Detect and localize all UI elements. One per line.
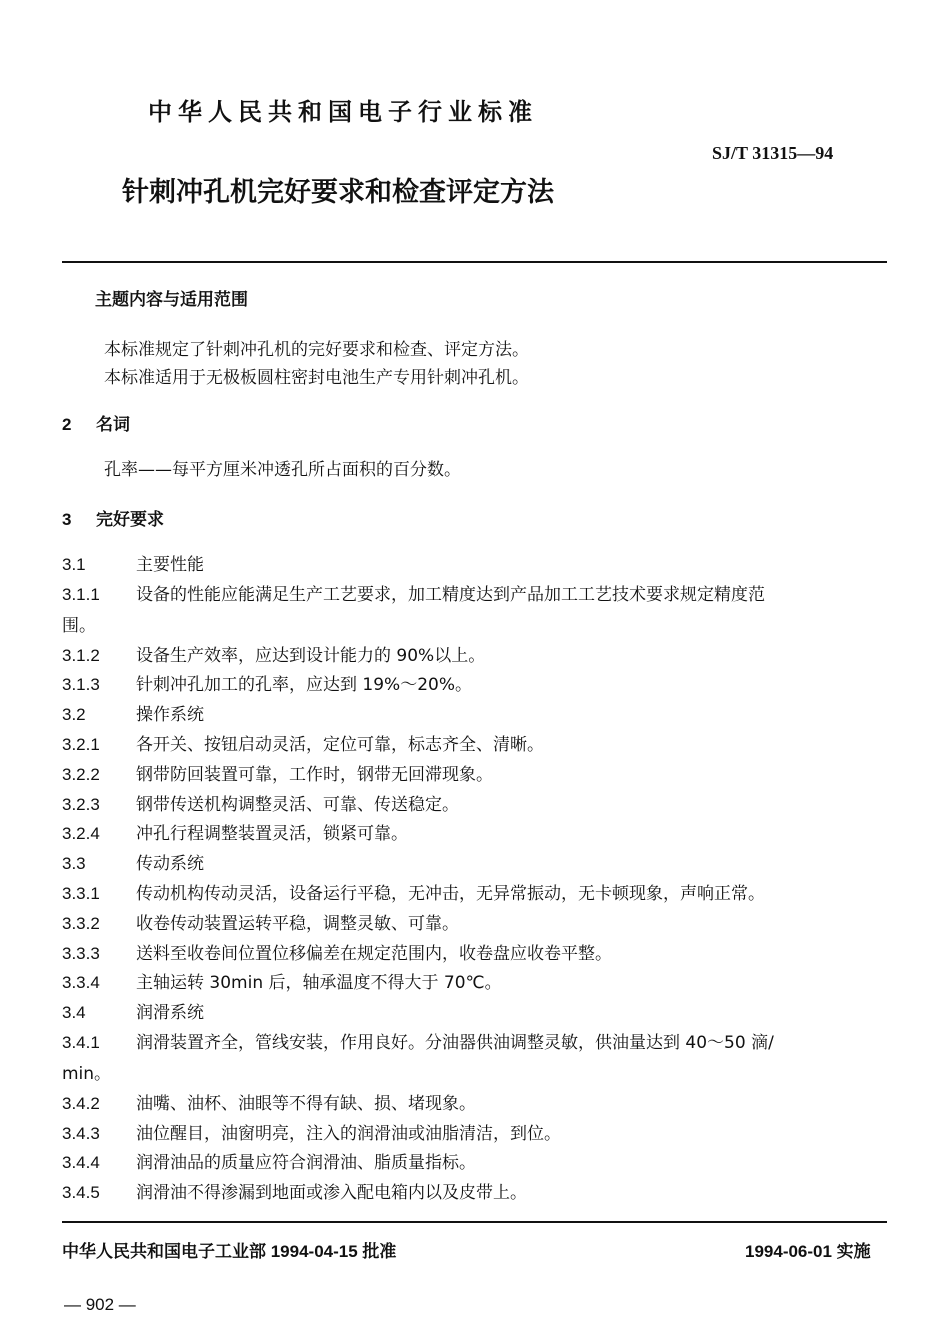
requirement-item <box>62 764 493 786</box>
item-text: 送料至收卷间位置位移偏差在规定范围内，收卷盘应收卷平整。 <box>136 943 612 964</box>
item-number: 3.3.1 <box>62 884 100 903</box>
requirement-item <box>62 972 502 994</box>
item-text: 油嘴、油杯、油眼等不得有缺、损、堵现象。 <box>136 1093 476 1114</box>
requirement-item <box>62 734 544 756</box>
item-number: 3.4.3 <box>62 1123 100 1143</box>
item-text-continuation: min。 <box>62 1063 112 1084</box>
issuing-body-title: 中华人民共和国电子行业标准 <box>148 98 538 126</box>
page-number: — 902 — <box>64 1295 136 1314</box>
section-1-para-2: 本标准适用于无极板圆柱密封电池生产专用针刺冲孔机。 <box>104 368 529 388</box>
section-1-para-1: 本标准规定了针刺冲孔机的完好要求和检查、评定方法。 <box>104 340 529 360</box>
item-text: 冲孔行程调整装置灵活，锁紧可靠。 <box>136 824 408 845</box>
item-number: 3.2.1 <box>62 735 100 754</box>
item-number: 3.3.4 <box>62 973 100 993</box>
standard-code: SJ/T 31315—94 <box>712 143 834 163</box>
item-text: 润滑系统 <box>136 1003 204 1024</box>
requirement-item <box>62 913 459 935</box>
header-rule <box>62 261 887 263</box>
item-text: 油位醒目，油窗明亮，注入的润滑油或油脂清洁，到位。 <box>136 1123 561 1144</box>
item-number: 3.1 <box>62 555 86 574</box>
item-number: 3.2.2 <box>62 764 100 784</box>
item-number: 3.2 <box>62 705 86 725</box>
item-text: 设备生产效率，应达到设计能力的 90%以上。 <box>136 645 486 666</box>
requirement-item <box>62 1152 476 1174</box>
section-2-heading: 2 名词 <box>62 415 130 435</box>
requirement-item <box>62 1032 774 1054</box>
requirement-item <box>62 1002 204 1024</box>
item-number: 3.4.2 <box>62 1093 100 1113</box>
item-text: 收卷传动装置运转平稳，调整灵敏、可靠。 <box>136 913 459 934</box>
item-number: 3.2.4 <box>62 824 100 844</box>
item-number: 3.3.2 <box>62 913 100 933</box>
item-number: 3.2.3 <box>62 794 100 814</box>
item-text: 钢带防回装置可靠，工作时，钢带无回滞现象。 <box>136 764 493 785</box>
item-text-continuation: 围。 <box>62 615 96 636</box>
item-text: 操作系统 <box>136 705 204 726</box>
item-text: 传动机构传动灵活，设备运行平稳，无冲击，无异常振动，无卡顿现象，声响正常。 <box>136 884 765 904</box>
footer-rule <box>62 1221 887 1223</box>
requirement-item <box>62 584 765 606</box>
requirement-item <box>62 554 204 576</box>
item-text: 钢带传送机构调整灵活、可靠、传送稳定。 <box>136 794 459 815</box>
effective-date: 1994-06-01 实施 <box>745 1242 871 1261</box>
item-number: 3.1.1 <box>62 584 100 604</box>
item-text: 主轴运转 30min 后，轴承温度不得大于 70℃。 <box>136 973 502 994</box>
requirement-item <box>62 674 472 696</box>
requirement-item <box>62 1123 561 1145</box>
item-number: 3.4.1 <box>62 1033 100 1052</box>
item-text: 润滑油不得渗漏到地面或渗入配电箱内以及皮带上。 <box>136 1183 527 1204</box>
requirement-item <box>62 943 612 965</box>
item-number: 3.3 <box>62 854 86 874</box>
section-3-heading: 3 完好要求 <box>62 510 164 530</box>
requirement-item <box>62 1182 527 1204</box>
item-number: 3.3.3 <box>62 943 100 963</box>
item-number: 3.4.5 <box>62 1183 100 1203</box>
requirement-item <box>62 704 204 726</box>
requirement-item <box>62 645 485 667</box>
item-text: 设备的性能应能满足生产工艺要求，加工精度达到产品加工工艺技术要求规定精度范 <box>136 584 765 605</box>
item-number: 3.4 <box>62 1003 86 1023</box>
item-text: 润滑装置齐全，管线安装，作用良好。分油器供油调整灵敏，供油量达到 40～50 滴/ <box>136 1033 774 1053</box>
requirement-item <box>62 823 408 845</box>
item-number: 3.1.2 <box>62 645 100 665</box>
section-1-heading: 主题内容与适用范围 <box>95 290 248 310</box>
item-text: 针刺冲孔加工的孔率，应达到 19%～20%。 <box>136 675 472 696</box>
section-2-definition: 孔率——每平方厘米冲透孔所占面积的百分数。 <box>104 460 461 480</box>
item-number: 3.4.4 <box>62 1153 100 1173</box>
requirement-item <box>62 794 459 816</box>
item-text: 主要性能 <box>136 555 204 575</box>
requirement-item <box>62 853 204 875</box>
item-text: 润滑油品的质量应符合润滑油、脂质量指标。 <box>136 1153 476 1174</box>
item-number: 3.1.3 <box>62 675 100 695</box>
item-text: 各开关、按钮启动灵活，定位可靠，标志齐全、清晰。 <box>136 735 544 755</box>
item-text: 传动系统 <box>136 854 204 875</box>
document-title: 针刺冲孔机完好要求和检查评定方法 <box>122 177 554 208</box>
approval-line: 中华人民共和国电子工业部 1994-04-15 批准 <box>62 1242 397 1261</box>
requirement-item <box>62 883 765 905</box>
requirement-item <box>62 1093 476 1115</box>
